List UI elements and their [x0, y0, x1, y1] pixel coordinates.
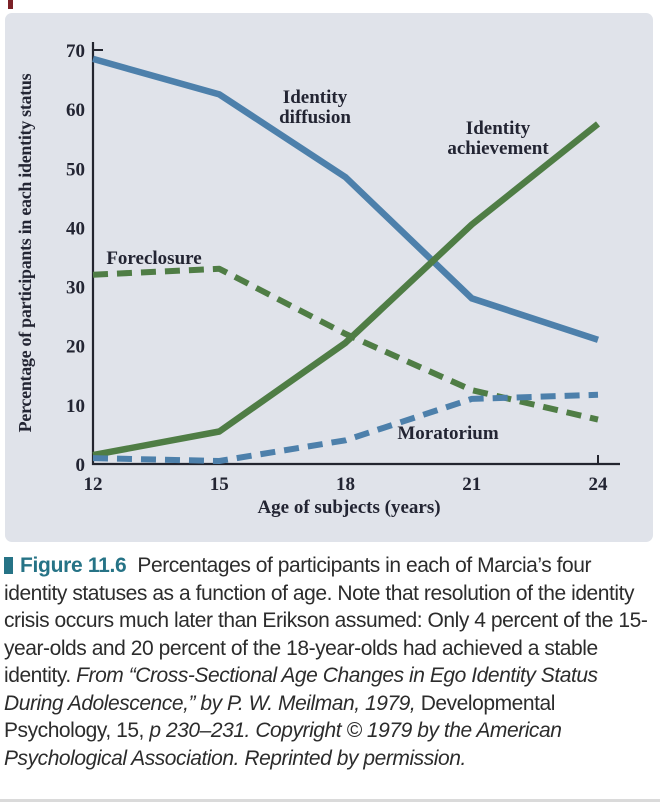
chart-panel — [5, 13, 653, 542]
figure-caption — [4, 552, 650, 772]
y-tick-label: 30 — [66, 277, 85, 299]
series-label-identity-diffusion: diffusion — [279, 107, 351, 128]
caption-segment: p 230–231. Copyright © 1979 by the American Psychological Association. Reprinted by permission. — [4, 719, 562, 770]
figure-bullet-icon — [4, 557, 13, 574]
x-tick-label: 21 — [462, 474, 482, 495]
y-tick-label: 20 — [66, 336, 85, 358]
caption-segment: From “Cross-Sectional Age Changes in Ego Identity Status During Adolescence,” by P. W. Meilman, 1979, — [4, 664, 598, 715]
series-label-identity-achievement: Identity — [465, 118, 531, 139]
page-crop-mark — [8, 0, 13, 9]
series-label-foreclosure: Foreclosure — [106, 248, 202, 269]
series-label-moratorium: Moratorium — [397, 423, 499, 444]
y-tick-label: 70 — [66, 41, 85, 62]
y-tick-label: 40 — [66, 218, 85, 240]
caption-segment: Developmental Psychology, 15, — [4, 691, 555, 742]
series-label-identity-achievement: achievement — [447, 138, 549, 159]
caption-text — [4, 554, 647, 770]
y-tick-label: 60 — [66, 100, 85, 122]
y-tick-label: 10 — [66, 395, 85, 417]
x-tick-label: 15 — [209, 474, 229, 495]
identity-status-line-chart — [5, 13, 653, 542]
x-tick-label: 12 — [83, 474, 103, 495]
y-axis-title: Percentage of participants in each identity status — [15, 73, 35, 433]
series-label-identity-diffusion: Identity — [282, 87, 348, 108]
x-tick-label: 24 — [588, 474, 608, 495]
x-axis-title: Age of subjects (years) — [257, 497, 441, 518]
y-tick-label: 50 — [66, 159, 85, 181]
y-tick-label: 0 — [75, 455, 85, 476]
x-tick-label: 18 — [336, 474, 355, 495]
figure-label: Figure 11.6 — [20, 554, 127, 577]
caption-segment: Percentages of participants in each of Marcia’s four identity statuses as a function of age. Note that resolution of the identity crisis occurs much later than Erikson assumed: Only 4 percent of the 15-year-olds and 20 percent of the 18-year-olds had achieved a stable identity. — [4, 554, 648, 687]
bottom-rule — [0, 799, 660, 802]
